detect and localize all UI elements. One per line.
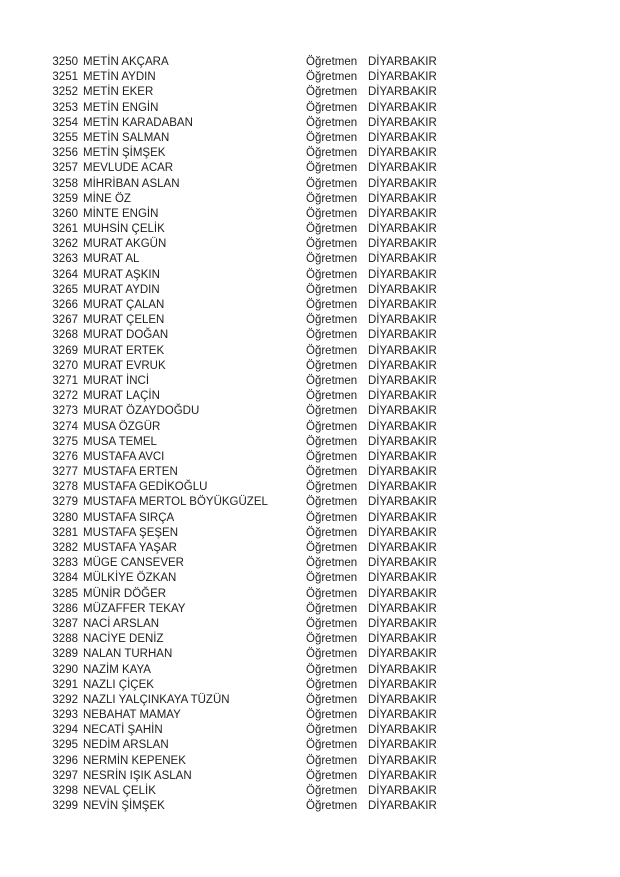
list-row [0,678,620,693]
row-number: 3262 [52,238,78,251]
person-name: MİHRİBAN ASLAN [83,177,180,190]
person-city: DİYARBAKIR [368,283,437,296]
person-city: DİYARBAKIR [368,709,437,722]
row-number: 3278 [52,481,78,494]
person-name: NEVAL ÇELİK [83,785,156,797]
person-name: MURAT ÇELEN [83,314,165,327]
person-name: NERMİN KEPENEK [83,754,186,767]
person-role: Öğretmen [306,192,358,205]
list-row [0,754,620,769]
person-city: DİYARBAKIR [368,754,437,767]
person-role: Öğretmen [306,147,358,160]
person-city: DİYARBAKIR [368,800,437,813]
row-number: 3267 [52,314,78,327]
person-role: Öğretmen [306,299,358,311]
row-number: 3289 [52,648,78,661]
list-row [0,647,620,662]
person-role: Öğretmen [306,283,358,296]
person-city: DİYARBAKIR [368,557,437,570]
row-number: 3282 [52,542,78,554]
person-role: Öğretmen [306,268,358,281]
person-name: MİNE ÖZ [83,192,131,205]
person-name: MÜZAFFER TEKAY [83,602,186,615]
person-name: MURAT AYDIN [83,283,160,296]
row-number: 3280 [52,511,78,524]
person-name: MURAT AKGÜN [83,238,167,251]
person-city: DİYARBAKIR [368,314,437,327]
person-name: MURAT EVRUK [83,359,166,372]
list-row [0,131,620,146]
person-role: Öğretmen [306,739,358,752]
person-name: METİN ŞİMŞEK [83,147,166,160]
person-name: NECATİ ŞAHİN [83,724,163,737]
person-name: NAZLI YALÇINKAYA TÜZÜN [83,693,230,706]
list-row [0,268,620,283]
row-number: 3251 [52,71,78,84]
person-role: Öğretmen [306,101,358,114]
person-role: Öğretmen [306,754,358,767]
person-name: MUSTAFA ŞEŞEN [83,526,179,539]
row-number: 3261 [52,223,78,236]
row-number: 3299 [52,800,78,813]
row-number: 3266 [52,299,78,311]
person-role: Öğretmen [306,557,358,570]
list-row [0,252,620,267]
list-row [0,602,620,617]
person-city: DİYARBAKIR [368,739,437,752]
row-number: 3257 [52,162,78,175]
person-name: MUSTAFA MERTOL BÖYÜKGÜZEL [83,496,268,509]
person-role: Öğretmen [306,693,358,706]
list-row [0,389,620,404]
list-row [0,85,620,100]
list-row [0,70,620,85]
list-row [0,541,620,556]
row-number: 3265 [52,283,78,296]
list-row [0,556,620,571]
person-city: DİYARBAKIR [368,71,437,84]
person-city: DİYARBAKIR [368,405,437,418]
person-role: Öğretmen [306,223,358,236]
person-name: MUHSİN ÇELİK [83,223,165,236]
person-role: Öğretmen [306,238,358,251]
person-city: DİYARBAKIR [368,617,437,630]
person-role: Öğretmen [306,542,358,554]
person-name: MUSA TEMEL [83,435,157,448]
person-city: DİYARBAKIR [368,542,437,554]
person-role: Öğretmen [306,617,358,630]
row-number: 3274 [52,420,78,433]
person-name: METİN KARADABAN [83,116,193,129]
list-row [0,404,620,419]
person-role: Öğretmen [306,86,358,99]
person-city: DİYARBAKIR [368,648,437,661]
person-city: DİYARBAKIR [368,116,437,129]
list-row [0,283,620,298]
row-number: 3297 [52,769,78,782]
list-row [0,313,620,328]
person-city: DİYARBAKIR [368,466,437,479]
row-number: 3271 [52,374,78,387]
person-city: DİYARBAKIR [368,602,437,615]
row-number: 3255 [52,131,78,144]
person-role: Öğretmen [306,253,358,266]
row-number: 3290 [52,663,78,676]
list-row [0,192,620,207]
person-role: Öğretmen [306,177,358,190]
person-city: DİYARBAKIR [368,207,437,220]
person-role: Öğretmen [306,56,358,68]
person-city: DİYARBAKIR [368,587,437,600]
person-role: Öğretmen [306,207,358,220]
list-row [0,511,620,526]
person-role: Öğretmen [306,709,358,722]
person-name: METİN AKÇARA [83,56,169,68]
person-name: MURAT AŞKIN [83,268,160,281]
person-city: DİYARBAKIR [368,223,437,236]
person-name: NEBAHAT MAMAY [83,709,181,722]
person-role: Öğretmen [306,344,358,357]
row-number: 3286 [52,602,78,615]
person-name: NEVİN ŞİMŞEK [83,800,165,813]
list-row [0,587,620,602]
person-name: METİN ENGİN [83,101,159,114]
person-name: NESRİN IŞIK ASLAN [83,769,192,782]
row-number: 3270 [52,359,78,372]
list-row [0,465,620,480]
person-name: MÜGE CANSEVER [83,557,184,570]
row-number: 3250 [52,56,78,68]
person-name: NEDİM ARSLAN [83,739,169,752]
list-row [0,495,620,510]
person-name: MUSTAFA AVCI [83,450,165,463]
list-row [0,359,620,374]
person-city: DİYARBAKIR [368,724,437,737]
list-row [0,693,620,708]
row-number: 3260 [52,207,78,220]
person-name: MURAT İNCİ [83,374,150,387]
list-row [0,161,620,176]
person-role: Öğretmen [306,678,358,691]
row-number: 3291 [52,678,78,691]
row-number: 3269 [52,344,78,357]
list-row [0,435,620,450]
list-row [0,116,620,131]
person-city: DİYARBAKIR [368,633,437,646]
person-role: Öğretmen [306,390,358,403]
list-row [0,344,620,359]
person-name: MEVLUDE ACAR [83,162,174,175]
list-row [0,450,620,465]
person-city: DİYARBAKIR [368,238,437,251]
list-row [0,328,620,343]
person-name: MUSA ÖZGÜR [83,420,161,433]
person-role: Öğretmen [306,800,358,813]
person-city: DİYARBAKIR [368,481,437,494]
person-role: Öğretmen [306,435,358,448]
row-number: 3258 [52,177,78,190]
person-name: MURAT ÖZAYDOĞDU [83,405,200,418]
person-city: DİYARBAKIR [368,526,437,539]
person-list [0,55,620,814]
row-number: 3279 [52,496,78,509]
list-row [0,146,620,161]
row-number: 3264 [52,268,78,281]
person-role: Öğretmen [306,420,358,433]
row-number: 3254 [52,116,78,129]
person-name: MURAT AL [83,253,140,266]
row-number: 3263 [52,253,78,266]
person-name: METİN SALMAN [83,131,170,144]
person-city: DİYARBAKIR [368,147,437,160]
person-role: Öğretmen [306,374,358,387]
person-role: Öğretmen [306,481,358,494]
person-name: MURAT ÇALAN [83,299,165,311]
person-role: Öğretmen [306,633,358,646]
person-role: Öğretmen [306,785,358,797]
row-number: 3294 [52,724,78,737]
person-role: Öğretmen [306,116,358,129]
person-name: MUSTAFA SIRÇA [83,511,175,524]
list-row [0,222,620,237]
person-role: Öğretmen [306,466,358,479]
row-number: 3295 [52,739,78,752]
list-row [0,420,620,435]
list-row [0,738,620,753]
row-number: 3281 [52,526,78,539]
person-role: Öğretmen [306,587,358,600]
person-role: Öğretmen [306,526,358,539]
row-number: 3292 [52,693,78,706]
person-city: DİYARBAKIR [368,450,437,463]
person-role: Öğretmen [306,496,358,509]
person-name: MÜLKİYE ÖZKAN [83,572,177,585]
person-city: DİYARBAKIR [368,678,437,691]
person-role: Öğretmen [306,663,358,676]
person-city: DİYARBAKIR [368,390,437,403]
person-city: DİYARBAKIR [368,785,437,797]
row-number: 3288 [52,633,78,646]
person-name: MURAT DOĞAN [83,329,169,342]
person-city: DİYARBAKIR [368,496,437,509]
person-role: Öğretmen [306,724,358,737]
list-row [0,207,620,222]
person-city: DİYARBAKIR [368,162,437,175]
person-role: Öğretmen [306,769,358,782]
person-role: Öğretmen [306,162,358,175]
person-city: DİYARBAKIR [368,420,437,433]
person-name: MUSTAFA ERTEN [83,466,178,479]
person-city: DİYARBAKIR [368,131,437,144]
row-number: 3276 [52,450,78,463]
person-city: DİYARBAKIR [368,663,437,676]
person-city: DİYARBAKIR [368,344,437,357]
list-row [0,526,620,541]
list-row [0,723,620,738]
person-name: NACİYE DENİZ [83,633,164,646]
row-number: 3272 [52,390,78,403]
row-number: 3283 [52,557,78,570]
row-number: 3273 [52,405,78,418]
list-row [0,784,620,799]
row-number: 3275 [52,435,78,448]
row-number: 3253 [52,101,78,114]
person-city: DİYARBAKIR [368,86,437,99]
list-row [0,632,620,647]
person-role: Öğretmen [306,405,358,418]
list-row [0,708,620,723]
list-row [0,237,620,252]
person-city: DİYARBAKIR [368,299,437,311]
person-role: Öğretmen [306,359,358,372]
person-city: DİYARBAKIR [368,268,437,281]
person-city: DİYARBAKIR [368,56,437,68]
row-number: 3287 [52,617,78,630]
row-number: 3259 [52,192,78,205]
row-number: 3268 [52,329,78,342]
person-role: Öğretmen [306,511,358,524]
person-role: Öğretmen [306,572,358,585]
person-city: DİYARBAKIR [368,572,437,585]
list-row [0,374,620,389]
person-city: DİYARBAKIR [368,253,437,266]
person-city: DİYARBAKIR [368,192,437,205]
row-number: 3252 [52,86,78,99]
list-row [0,571,620,586]
list-row [0,298,620,313]
list-row [0,617,620,632]
person-city: DİYARBAKIR [368,329,437,342]
person-city: DİYARBAKIR [368,101,437,114]
person-name: MUSTAFA GEDİKOĞLU [83,481,208,494]
list-row [0,177,620,192]
person-city: DİYARBAKIR [368,374,437,387]
person-name: MÜNİR DÖĞER [83,587,167,600]
row-number: 3277 [52,466,78,479]
person-city: DİYARBAKIR [368,511,437,524]
row-number: 3256 [52,147,78,160]
row-number: 3293 [52,709,78,722]
list-row [0,480,620,495]
person-city: DİYARBAKIR [368,435,437,448]
person-role: Öğretmen [306,602,358,615]
person-role: Öğretmen [306,314,358,327]
person-name: NACİ ARSLAN [83,617,160,630]
row-number: 3298 [52,785,78,797]
person-name: MURAT ERTEK [83,344,165,357]
list-row [0,55,620,70]
row-number: 3284 [52,572,78,585]
person-role: Öğretmen [306,648,358,661]
list-row [0,799,620,814]
person-name: MUSTAFA YAŞAR [83,542,177,554]
list-row [0,101,620,116]
list-row [0,663,620,678]
person-city: DİYARBAKIR [368,359,437,372]
row-number: 3285 [52,587,78,600]
person-city: DİYARBAKIR [368,769,437,782]
person-city: DİYARBAKIR [368,177,437,190]
person-name: MURAT LAÇİN [83,390,160,403]
person-role: Öğretmen [306,329,358,342]
person-city: DİYARBAKIR [368,693,437,706]
list-row [0,769,620,784]
person-name: METİN AYDIN [83,71,156,84]
person-name: NAZİM KAYA [83,663,151,676]
person-role: Öğretmen [306,450,358,463]
person-name: NAZLI ÇİÇEK [83,678,154,691]
person-name: MİNTE ENGİN [83,207,159,220]
person-name: METİN EKER [83,86,154,99]
row-number: 3296 [52,754,78,767]
person-role: Öğretmen [306,71,358,84]
person-role: Öğretmen [306,131,358,144]
person-name: NALAN TURHAN [83,648,173,661]
